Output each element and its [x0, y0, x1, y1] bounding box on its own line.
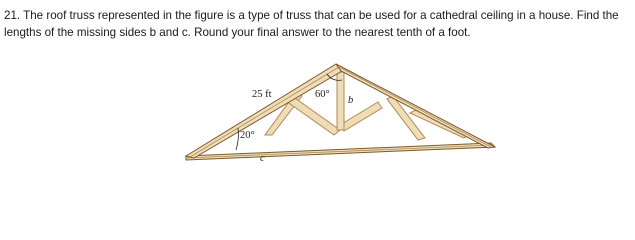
base-angle-label: 20°	[240, 130, 255, 141]
top-chord-left-line	[190, 67, 339, 157]
web-member-left-2	[286, 96, 340, 135]
top-angle-label: 60°	[315, 89, 330, 100]
bottom-chord-line	[186, 145, 493, 158]
top-chord-left	[186, 64, 342, 158]
side-c-label: c	[260, 153, 265, 164]
web-member-right-1	[340, 102, 382, 131]
side-b-label: b	[348, 95, 354, 106]
problem-text: The roof truss represented in the figure is a type of truss that can be used for a cathedral ceiling in a house. Find the lengths of the missing sides b and c. Round your final answer to the nearest tenth of a foot.	[4, 9, 619, 39]
problem-number: 21.	[4, 9, 21, 22]
truss-structure	[186, 64, 495, 160]
side-label-25ft: 25 ft	[252, 89, 272, 100]
